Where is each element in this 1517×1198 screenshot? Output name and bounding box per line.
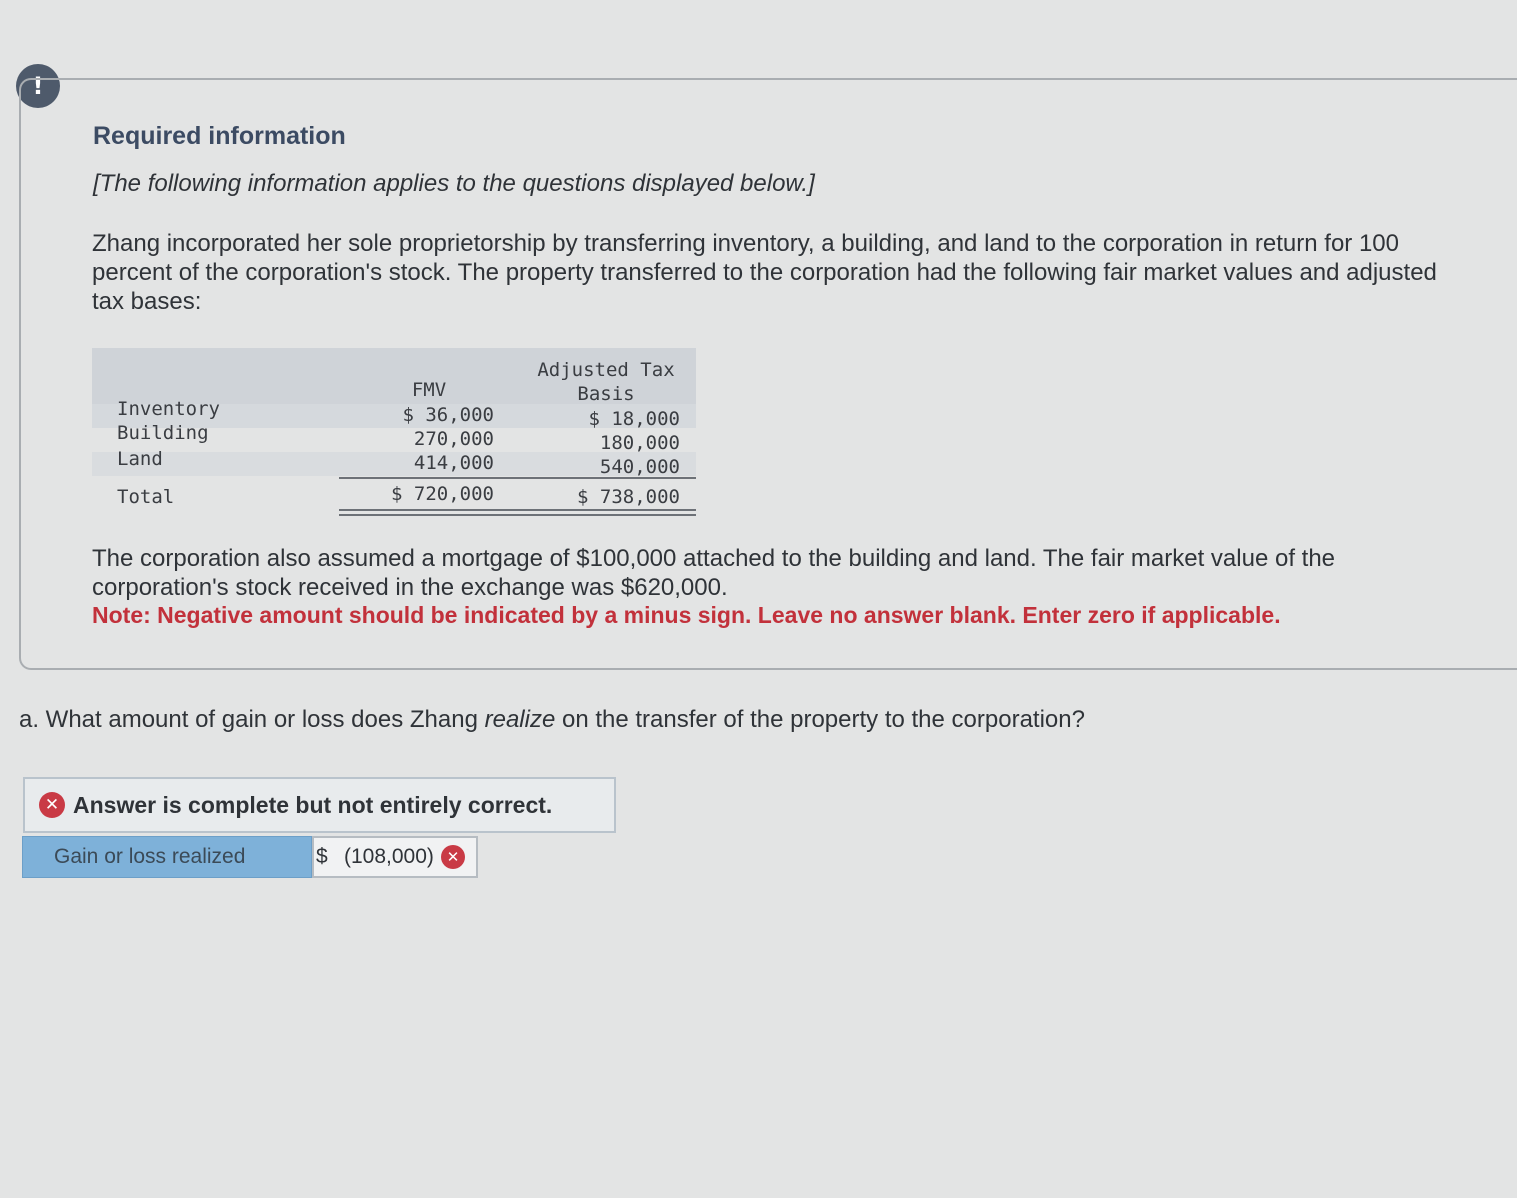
cell-atb-inventory: $ 18,000 bbox=[588, 408, 680, 430]
subtotal-rule bbox=[339, 477, 696, 479]
question-emphasis: realize bbox=[484, 706, 556, 733]
question-prefix: a. What amount of gain or loss does Zhang bbox=[19, 706, 485, 733]
column-header-basis: Basis bbox=[577, 383, 635, 405]
question-a bbox=[19, 706, 1085, 734]
gain-or-loss-input[interactable] bbox=[312, 836, 478, 878]
close-circle-icon: ✕ bbox=[39, 792, 65, 818]
answer-status-banner bbox=[23, 777, 616, 833]
required-information-title: Required information bbox=[93, 122, 346, 150]
currency-symbol: $ bbox=[316, 845, 328, 868]
intro-paragraph: Zhang incorporated her sole proprietorship by transferring inventory, a building, and land to the corporation in return for 100 percent of the corporation's stock. The property transferred to the corporation had the following fair market values and adjusted tax bases: bbox=[92, 230, 1437, 315]
cell-fmv-land: 414,000 bbox=[413, 452, 494, 474]
applies-note: [The following information applies to the questions displayed below.] bbox=[93, 170, 815, 197]
row-label-building: Building bbox=[117, 422, 209, 444]
question-suffix: on the transfer of the property to the corporation? bbox=[555, 706, 1085, 733]
cell-atb-building: 180,000 bbox=[599, 432, 680, 454]
total-double-rule-top bbox=[339, 509, 696, 511]
row-label-land: Land bbox=[117, 448, 163, 470]
gain-or-loss-value: (108,000) bbox=[344, 845, 434, 868]
cell-fmv-inventory: $ 36,000 bbox=[402, 404, 494, 426]
answer-status-text: Answer is complete but not entirely correct. bbox=[73, 792, 553, 818]
alert-icon: ! bbox=[16, 64, 60, 108]
column-header-fmv: FMV bbox=[411, 379, 447, 401]
instruction-note: Note: Negative amount should be indicated by a minus sign. Leave no answer blank. Enter zero if applicable. bbox=[92, 602, 1281, 628]
incorrect-mark-icon: ✕ bbox=[441, 845, 465, 869]
cell-fmv-total: $ 720,000 bbox=[391, 483, 494, 505]
answer-row-gain-or-loss bbox=[22, 836, 478, 878]
mortgage-paragraph: The corporation also assumed a mortgage of $100,000 attached to the building and land. The fair market value of the corporation's stock received in the exchange was $620,000. bbox=[92, 545, 1336, 601]
property-table bbox=[92, 348, 696, 520]
row-label-inventory: Inventory bbox=[117, 398, 220, 420]
cell-atb-land: 540,000 bbox=[599, 456, 680, 478]
column-header-adjusted-tax: Adjusted Tax bbox=[537, 359, 675, 381]
total-double-rule-bottom bbox=[339, 514, 696, 516]
cell-atb-total: $ 738,000 bbox=[577, 486, 680, 508]
answer-row-label: Gain or loss realized bbox=[22, 836, 312, 878]
cell-fmv-building: 270,000 bbox=[413, 428, 494, 450]
row-label-total: Total bbox=[117, 486, 175, 508]
